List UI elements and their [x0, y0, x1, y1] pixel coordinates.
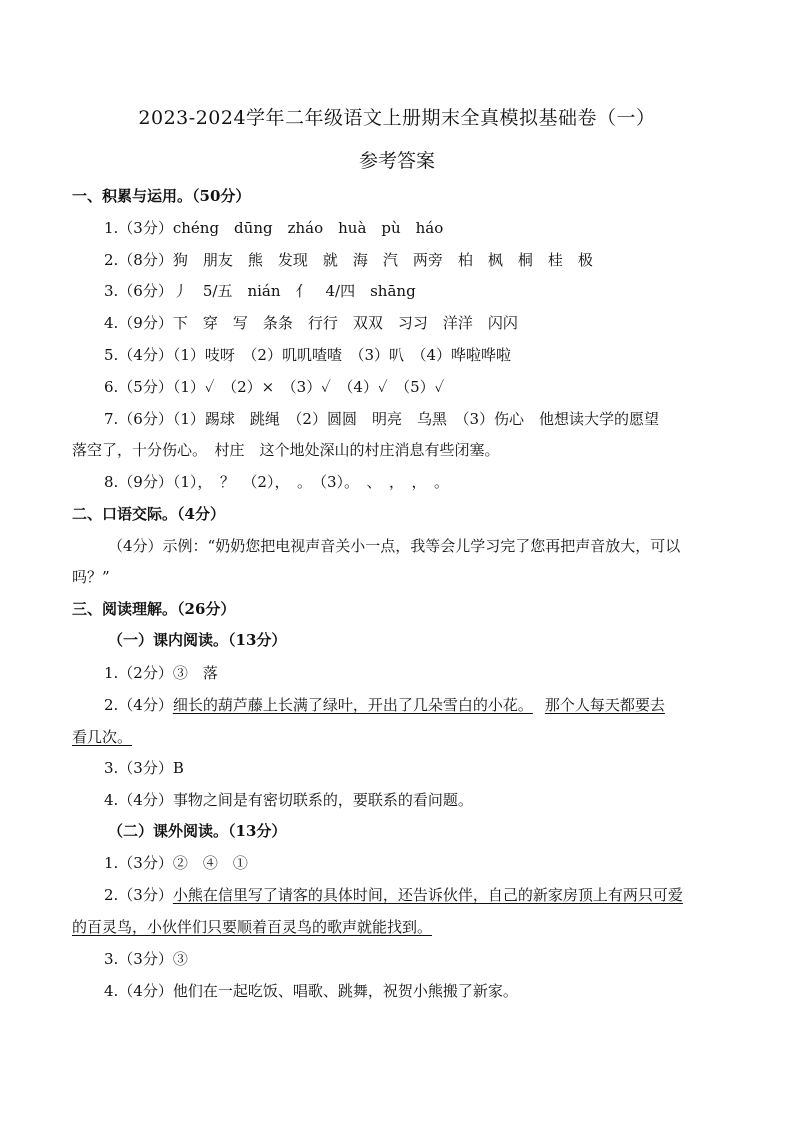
- answer-1-5: 5.（4分）（1）吱呀 （2）叽叽喳喳 （3）叭 （4）哗啦哗啦: [104, 346, 512, 364]
- underlined-answer: 看几次。: [72, 728, 133, 746]
- section-heading-2: 二、口语交际。（4分）: [72, 505, 225, 523]
- answer-3b-4: 4.（4分）他们在一起吃饭、唱歌、跳舞，祝贺小熊搬了新家。: [104, 982, 518, 1000]
- answer-3b-1: 1.（3分）② ④ ①: [104, 854, 248, 872]
- answer-1-2: 2.（8分）狗 朋友 熊 发现 就 海 汽 两旁 柏 枫 桐 桂 极: [104, 251, 593, 269]
- answer-1-7-line1: 7.（6分）（1）踢球 跳绳 （2）圆圆 明亮 乌黑 （3）伤心 他想读大学的愿望: [104, 410, 659, 428]
- answer-3a-2-line2: [72, 727, 132, 747]
- answer-3a-1: 1.（2分）③ 落: [104, 664, 218, 682]
- answer-1-7-line2: 落空了，十分伤心。 村庄 这个地处深山的村庄消息有些闭塞。: [72, 441, 500, 459]
- underlined-answer: 那个人每天都要去: [544, 696, 665, 714]
- section-heading-3: 三、阅读理解。（26分）: [72, 600, 236, 618]
- document-subtitle: 参考答案: [358, 150, 435, 172]
- underlined-answer: 细长的葫芦藤上长满了绿叶，开出了几朵雪白的小花。: [172, 696, 533, 714]
- answer-3b-2-line2: [72, 917, 432, 937]
- answer-3a-2-line1: [104, 695, 665, 715]
- answer-3a-4: 4.（4分）事物之间是有密切联系的，要联系的看问题。: [104, 791, 473, 809]
- answer-2-line1: （4分）示例：“奶奶您把电视声音关小一点，我等会儿学习完了您再把声音放大，可以: [108, 537, 681, 555]
- answer-3a-3: 3.（3分）B: [104, 759, 184, 777]
- section-heading-1: 一、积累与运用。（50分）: [72, 187, 251, 205]
- answer-3b-3: 3.（3分）③: [104, 950, 188, 968]
- underlined-answer: 小熊在信里写了请客的具体时间，还告诉伙伴，自己的新家房顶上有两只可爱: [172, 886, 683, 904]
- document-title: 2023-2024学年二年级语文上册期末全真模拟基础卷（一）: [138, 107, 656, 129]
- underlined-answer: 的百灵鸟，小伙伴们只要顺着百灵鸟的歌声就能找到。: [72, 918, 433, 936]
- answer-1-8: 8.（9分）（1）， ？ （2）， 。 （3）。 、 ， ， 。: [104, 473, 449, 491]
- answer-1-3: 3.（6分）丿 5/五 nián 亻 4/四 shāng: [104, 282, 416, 300]
- answer-3a-2-prefix: 2.（4分）: [104, 696, 173, 714]
- answer-3b-2-line1: [104, 885, 683, 905]
- subsection-heading-3a: （一）课内阅读。（13分）: [108, 631, 287, 649]
- answer-1-6: 6.（5分）（1）✓ （2）× （3）✓ （4）✓ （5）✓: [104, 378, 445, 396]
- answer-1-4: 4.（9分）下 穿 写 条条 行行 双双 习习 洋洋 闪闪: [104, 314, 518, 332]
- answer-1-1: 1.（3分）chéng dūng zháo huà pù háo: [104, 219, 444, 237]
- subsection-heading-3b: （二）课外阅读。（13分）: [108, 822, 287, 840]
- answer-3b-2-prefix: 2.（3分）: [104, 886, 173, 904]
- answer-2-line2: 吗？”: [72, 568, 110, 586]
